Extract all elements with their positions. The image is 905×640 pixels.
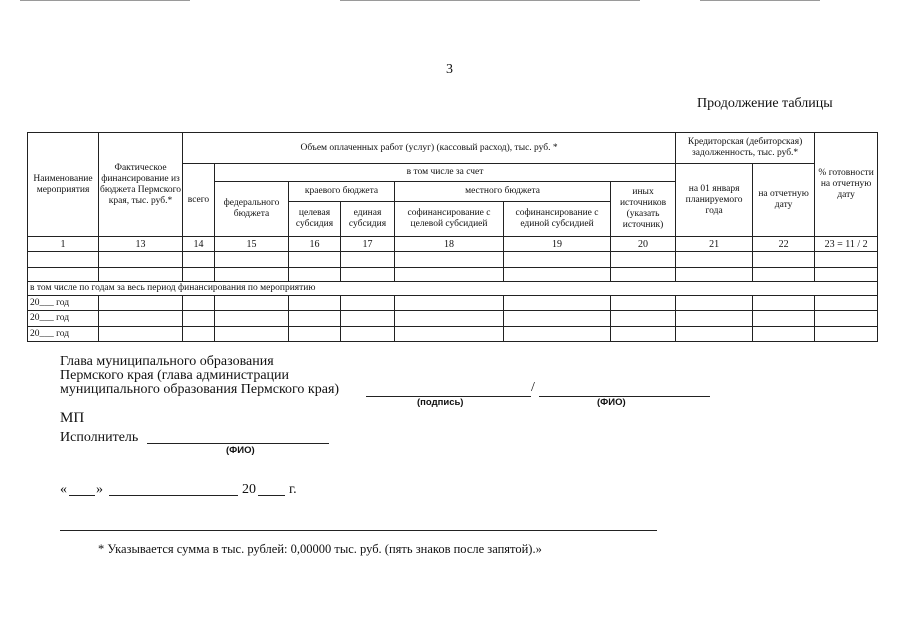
table-cell[interactable] xyxy=(215,311,289,327)
year-label: 20___ год xyxy=(28,327,99,342)
table-cell[interactable] xyxy=(341,327,395,342)
table-cell[interactable] xyxy=(183,311,215,327)
head-title-line1: Глава муниципального образования xyxy=(60,354,274,369)
table-cell[interactable] xyxy=(395,311,504,327)
table-cell[interactable] xyxy=(341,296,395,311)
table-cell[interactable] xyxy=(753,296,815,311)
table-cell[interactable] xyxy=(676,311,753,327)
table-cell[interactable] xyxy=(504,296,611,311)
column-number: 17 xyxy=(341,237,395,252)
table-cell[interactable] xyxy=(289,268,341,282)
column-number: 14 xyxy=(183,237,215,252)
table-cell[interactable] xyxy=(99,252,183,268)
header-payables-start: на 01 января планируемого года xyxy=(676,164,753,237)
year-row xyxy=(28,296,878,311)
table-cell[interactable] xyxy=(28,268,99,282)
table-cell[interactable] xyxy=(753,327,815,342)
table-cell[interactable] xyxy=(395,252,504,268)
header-including: в том числе за счет xyxy=(215,164,676,182)
table-cell[interactable] xyxy=(289,327,341,342)
table-cell[interactable] xyxy=(183,268,215,282)
table-cell[interactable] xyxy=(99,327,183,342)
table-cell[interactable] xyxy=(676,296,753,311)
table-cell[interactable] xyxy=(753,311,815,327)
executor-label: Исполнитель xyxy=(60,430,139,445)
table-cell[interactable] xyxy=(611,327,676,342)
header-regional: краевого бюджета xyxy=(289,182,395,202)
table-cell[interactable] xyxy=(611,268,676,282)
head-title-line2: Пермского края (глава администрации xyxy=(60,368,290,383)
top-edge-line xyxy=(340,0,640,1)
date-month-line[interactable] xyxy=(109,495,238,496)
by-years-label: в том числе по годам за весь период финансирования по мероприятию xyxy=(28,282,878,296)
executor-caption: (ФИО) xyxy=(226,445,255,456)
header-regional-single: единая субсидия xyxy=(341,202,395,237)
column-numbers-row xyxy=(28,237,878,252)
header-local: местного бюджета xyxy=(395,182,611,202)
table-cell[interactable] xyxy=(815,252,878,268)
fio-caption: (ФИО) xyxy=(597,397,626,408)
table-cell[interactable] xyxy=(99,296,183,311)
header-payables: Кредиторская (дебиторская) задолженность, тыс. руб.* xyxy=(676,133,815,164)
header-name: Наименование мероприятия xyxy=(28,133,99,237)
year-label: 20___ год xyxy=(28,296,99,311)
table-row xyxy=(28,268,878,282)
table-cell[interactable] xyxy=(611,311,676,327)
column-number: 23 = 11 / 2 xyxy=(815,237,878,252)
header-total: всего xyxy=(183,164,215,237)
top-edge-line xyxy=(20,0,190,1)
table-cell[interactable] xyxy=(99,311,183,327)
header-paid-volume: Объем оплаченных работ (услуг) (кассовый расход), тыс. руб. * xyxy=(183,133,676,164)
column-number: 16 xyxy=(289,237,341,252)
date-year-suffix: г. xyxy=(289,482,297,497)
table-cell[interactable] xyxy=(289,311,341,327)
slash-separator: / xyxy=(531,380,535,395)
table-cell[interactable] xyxy=(815,311,878,327)
table-cell[interactable] xyxy=(341,252,395,268)
column-number: 1 xyxy=(28,237,99,252)
table-cell[interactable] xyxy=(341,268,395,282)
table-cell[interactable] xyxy=(99,268,183,282)
table-row xyxy=(28,252,878,268)
table-cell[interactable] xyxy=(676,268,753,282)
table-cell[interactable] xyxy=(676,252,753,268)
column-number: 22 xyxy=(753,237,815,252)
column-number: 13 xyxy=(99,237,183,252)
financing-table xyxy=(27,132,878,342)
header-payables-current: на отчетную дату xyxy=(753,164,815,237)
header-actual-funding: Фактическое финансирование из бюджета Пермского края, тыс. руб.* xyxy=(99,133,183,237)
header-other-sources: иных источников (указать источник) xyxy=(611,182,676,237)
column-number: 20 xyxy=(611,237,676,252)
table-cell[interactable] xyxy=(28,252,99,268)
table-cell[interactable] xyxy=(289,252,341,268)
date-close-quote: » xyxy=(96,482,103,497)
table-cell[interactable] xyxy=(183,327,215,342)
table-cell[interactable] xyxy=(215,268,289,282)
table-cell[interactable] xyxy=(611,252,676,268)
table-cell[interactable] xyxy=(341,311,395,327)
table-cell[interactable] xyxy=(215,252,289,268)
footnote: * Указывается сумма в тыс. рублей: 0,00000 тыс. руб. (пять знаков после запятой).» xyxy=(98,542,542,556)
table-cell[interactable] xyxy=(753,252,815,268)
column-number: 21 xyxy=(676,237,753,252)
date-year-prefix: 20 xyxy=(242,482,256,497)
table-cell[interactable] xyxy=(815,268,878,282)
top-edge-line xyxy=(700,0,820,1)
table-cell[interactable] xyxy=(611,296,676,311)
table-cell[interactable] xyxy=(395,327,504,342)
table-cell[interactable] xyxy=(183,296,215,311)
table-cell[interactable] xyxy=(395,268,504,282)
table-cell[interactable] xyxy=(504,252,611,268)
table-cell[interactable] xyxy=(753,268,815,282)
table-cell[interactable] xyxy=(215,327,289,342)
header-local-cofin-targeted: софинансирование с целевой субсидией xyxy=(395,202,504,237)
signature-caption: (подпись) xyxy=(417,397,464,408)
table-cell[interactable] xyxy=(504,311,611,327)
year-row xyxy=(28,327,878,342)
table-cell[interactable] xyxy=(504,327,611,342)
header-federal: федерального бюджета xyxy=(215,182,289,237)
year-row xyxy=(28,311,878,327)
column-number: 19 xyxy=(504,237,611,252)
date-day-line[interactable] xyxy=(69,495,95,496)
header-readiness: % готовности на отчетную дату xyxy=(815,133,878,237)
column-number: 18 xyxy=(395,237,504,252)
table-cell[interactable] xyxy=(215,296,289,311)
table-cell[interactable] xyxy=(504,268,611,282)
column-number: 15 xyxy=(215,237,289,252)
page-number: 3 xyxy=(446,62,453,77)
year-label: 20___ год xyxy=(28,311,99,327)
table-cell[interactable] xyxy=(289,296,341,311)
table-cell[interactable] xyxy=(815,296,878,311)
date-year-line[interactable] xyxy=(258,495,285,496)
header-regional-targeted: целевая субсидия xyxy=(289,202,341,237)
table-cell[interactable] xyxy=(676,327,753,342)
date-open-quote: « xyxy=(60,482,67,497)
seal-place-label: МП xyxy=(60,410,85,426)
table-cell[interactable] xyxy=(183,252,215,268)
header-local-cofin-single: софинансирование с единой субсидией xyxy=(504,202,611,237)
table-cell[interactable] xyxy=(815,327,878,342)
table-continuation-heading: Продолжение таблицы xyxy=(697,96,833,111)
table-cell[interactable] xyxy=(395,296,504,311)
head-title-line3: муниципального образования Пермского края) xyxy=(60,382,340,397)
footnote-separator xyxy=(60,530,657,531)
executor-line[interactable] xyxy=(147,443,329,444)
